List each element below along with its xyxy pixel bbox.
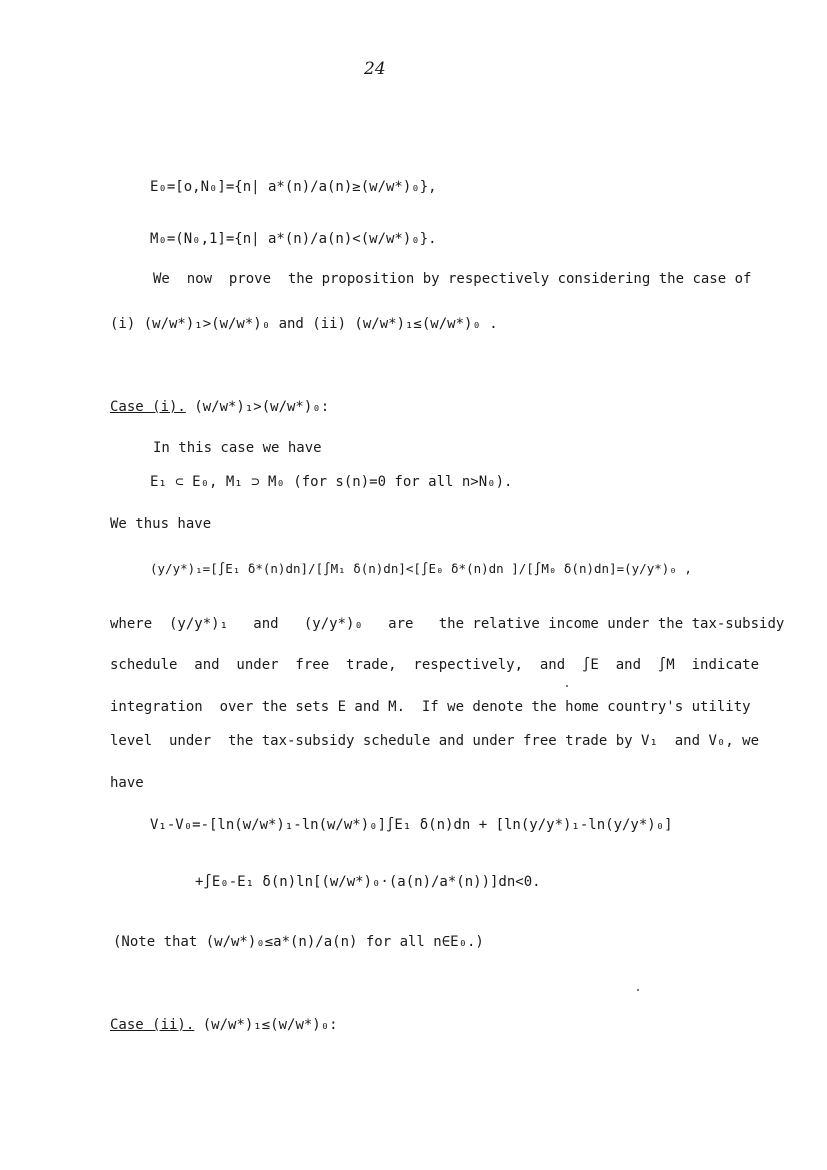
we-thus-have-line: We thus have (110, 516, 212, 532)
case-i-condition: (w/w*)₁>(w/w*)₀: (185, 399, 330, 415)
scan-speck (566, 685, 568, 687)
in-this-case-line: In this case we have (153, 440, 322, 456)
m0-set-definition: M₀=(N₀,1]={n| a*(n)/a(n)<(w/w*)₀}. (150, 231, 437, 247)
case-ii-label: Case (ii). (110, 1017, 195, 1033)
integration-line: integration over the sets E and M. If we denote the home country's utility (110, 699, 751, 715)
have-line: have (110, 775, 144, 791)
where-line: where (y/y*)₁ and (y/y*)₀ are the relative income under the tax-subsidy (110, 616, 785, 632)
e0-set-definition: E₀=[o,N₀]={n| a*(n)/a(n)≥(w/w*)₀}, (150, 179, 437, 195)
page-number: 24 (364, 59, 386, 79)
case-i-heading (110, 398, 329, 416)
case-i-label: Case (i). (110, 399, 186, 415)
schedule-line: schedule and under free trade, respectively, and ∫E and ∫M indicate (110, 657, 760, 673)
note-line: (Note that (w/w*)₀≤a*(n)/a(n) for all n∈E₀.) (113, 934, 484, 950)
proof-intro-line: We now prove the proposition by respectively considering the case of (153, 271, 752, 287)
case-ii-condition: (w/w*)₁≤(w/w*)₀: (194, 1017, 338, 1033)
utility-difference-equation-line-2: +∫E₀-E₁ δ(n)ln[(w/w*)₀·(a(n)/a*(n))]dn<0. (195, 874, 541, 890)
set-relation-line: E₁ ⊂ E₀, M₁ ⊃ M₀ (for s(n)=0 for all n>N₀). (150, 474, 513, 490)
scan-speck (637, 989, 639, 991)
case-ii-heading (110, 1016, 338, 1034)
relative-income-equation: (y/y*)₁=[∫E₁ δ*(n)dn]/[∫M₁ δ(n)dn]<[∫E₀ δ*(n)dn ]/[∫M₀ δ(n)dn]=(y/y*)₀ , (150, 561, 692, 576)
utility-difference-equation-line-1: V₁-V₀=-[ln(w/w*)₁-ln(w/w*)₀]∫E₁ δ(n)dn + [ln(y/y*)₁-ln(y/y*)₀] (150, 817, 673, 833)
cases-list-line: (i) (w/w*)₁>(w/w*)₀ and (ii) (w/w*)₁≤(w/w*)₀ . (110, 316, 498, 332)
utility-level-line: level under the tax-subsidy schedule and under free trade by V₁ and V₀, we (110, 733, 760, 749)
